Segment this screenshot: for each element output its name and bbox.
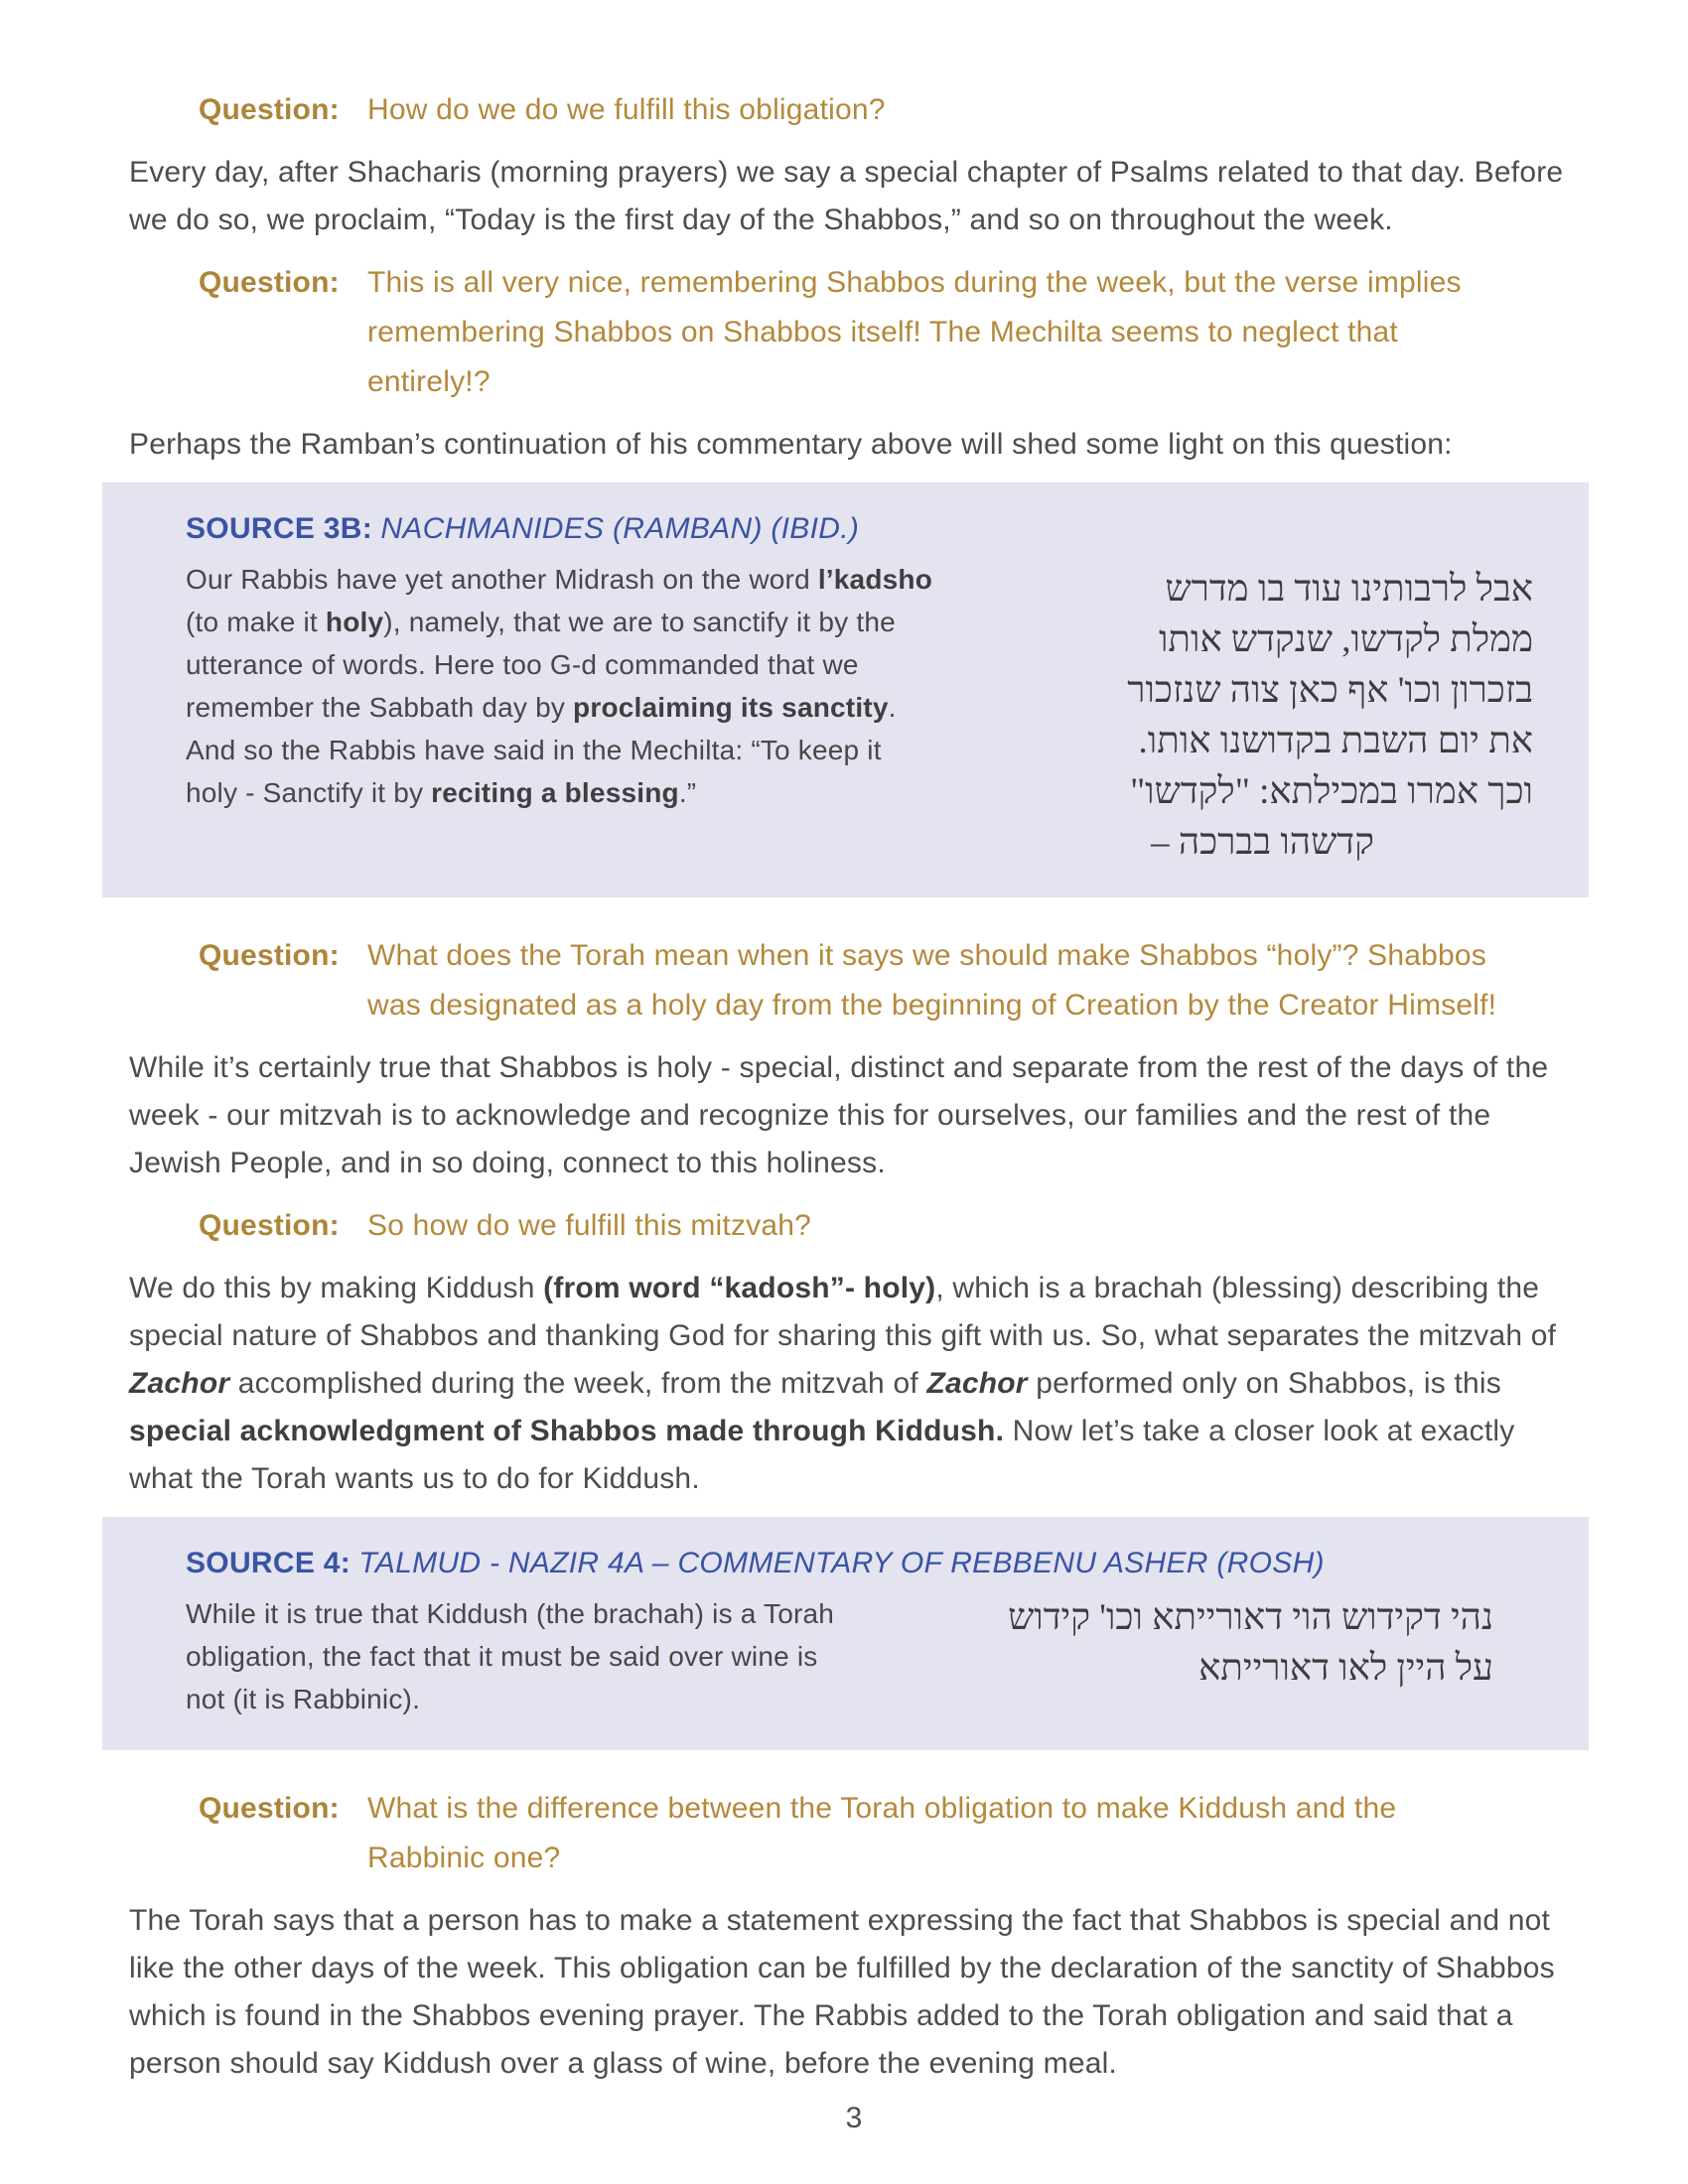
source-4-hebrew-text: נהי דקידוש הוי דאורייתא וכו' קידוש על היין לאו דאורייתא	[1008, 1597, 1493, 1689]
question-label: Question:	[199, 266, 340, 299]
question-label: Question:	[199, 1209, 340, 1242]
source-4-header	[186, 1543, 1533, 1584]
source-box-4	[102, 1517, 1589, 1750]
source-3b-header	[186, 508, 1533, 550]
question-text: What is the difference between the Torah obligation to make Kiddush and the Rabbinic one?	[367, 1792, 1397, 1874]
question-label: Question:	[199, 1792, 340, 1825]
page-number: 3	[845, 2102, 863, 2134]
question-block-3	[199, 931, 1579, 1030]
source-3b-hebrew-text: אבל לרבותינו עוד בו מדרש ממלת לקדשו, שנקדש אותו בזכרון וכו' אף כאן צוה שנזכור את יום השבת בקדושנו אותו. וכך אמרו במכילתא: "לקדשו" קדשהו בברכה –	[1127, 569, 1533, 863]
question-text: So how do we fulfill this mitzvah?	[367, 1209, 812, 1242]
question-label: Question:	[199, 939, 340, 972]
question-text: What does the Torah mean when it says we should make Shabbos “holy”? Shabbos was designated as a holy day from the beginning of Creation by the Creator Himself!	[367, 939, 1497, 1022]
question-block-1	[199, 85, 1579, 135]
source-4-title: TALMUD - NAZIR 4A – COMMENTARY OF REBBENU ASHER (ROSH)	[358, 1547, 1325, 1579]
source-box-3b	[102, 482, 1589, 897]
question-block-5	[199, 1784, 1579, 1883]
question-text: This is all very nice, remembering Shabbos during the week, but the verse implies remembering Shabbos on Shabbos itself! The Mechilta seems to neglect that entirely!?	[367, 266, 1462, 398]
source-3b-title: NACHMANIDES (RAMBAN) (IBID.)	[380, 512, 860, 545]
question-label: Question:	[199, 93, 340, 126]
source-3b-content	[186, 558, 1533, 868]
source-4-label: SOURCE 4:	[186, 1547, 352, 1579]
source-4-content	[186, 1592, 1533, 1720]
question-block-4	[199, 1201, 1579, 1251]
source-4-english-text: While it is true that Kiddush (the brachah) is a Torah obligation, the fact that it must be said over wine is not (it is Rabbinic).	[186, 1598, 835, 1714]
question-block-2	[199, 258, 1579, 407]
question-text: How do we do we fulfill this obligation?	[367, 93, 886, 126]
source-3b-english-text: Our Rabbis have yet another Midrash on the word l’kadsho (to make it holy), namely, that we are to sanctify it by the utterance of words. Here too G-d commanded that we remember the Sabbath day by proclaiming its sanctity. And so the Rabbis have said in the Mechilta: “To keep it holy - Sanctify it by reciting a blessing.”	[186, 564, 933, 808]
paragraph-shacharis: Every day, after Shacharis (morning prayers) we say a special chapter of Psalms related to that day. Before we do so, we proclaim, “Today is the first day of the Shabbos,” and so on throughout the week.	[129, 156, 1564, 236]
paragraph-torah-statement: The Torah says that a person has to make a statement expressing the fact that Shabbos is special and not like the other days of the week. This obligation can be fulfilled by the declaration of the sanctity of Shabbos which is found in the Shabbos evening prayer. The Rabbis added to the Torah obligation and said that a person should say Kiddush over a glass of wine, before the evening meal.	[129, 1904, 1555, 2080]
paragraph-kiddush: We do this by making Kiddush (from word “kadosh”- holy), which is a brachah (blessing) describing the special nature of Shabbos and thanking God for sharing this gift with us. So, what separates the mitzvah of Zachor accomplished during the week, from the mitzvah of Zachor performed only on Shabbos, is this special acknowledgment of Shabbos made through Kiddush. Now let’s take a closer look at exactly what the Torah wants us to do for Kiddush.	[129, 1272, 1557, 1495]
paragraph-shabbos-holy: While it’s certainly true that Shabbos is holy - special, distinct and separate from the rest of the days of the week - our mitzvah is to acknowledge and recognize this for ourselves, our families and the rest of the Jewish People, and in so doing, connect to this holiness.	[129, 1051, 1549, 1179]
paragraph-ramban-intro: Perhaps the Ramban’s continuation of his commentary above will shed some light on this question:	[129, 428, 1453, 461]
source-3b-label: SOURCE 3B:	[186, 512, 373, 545]
